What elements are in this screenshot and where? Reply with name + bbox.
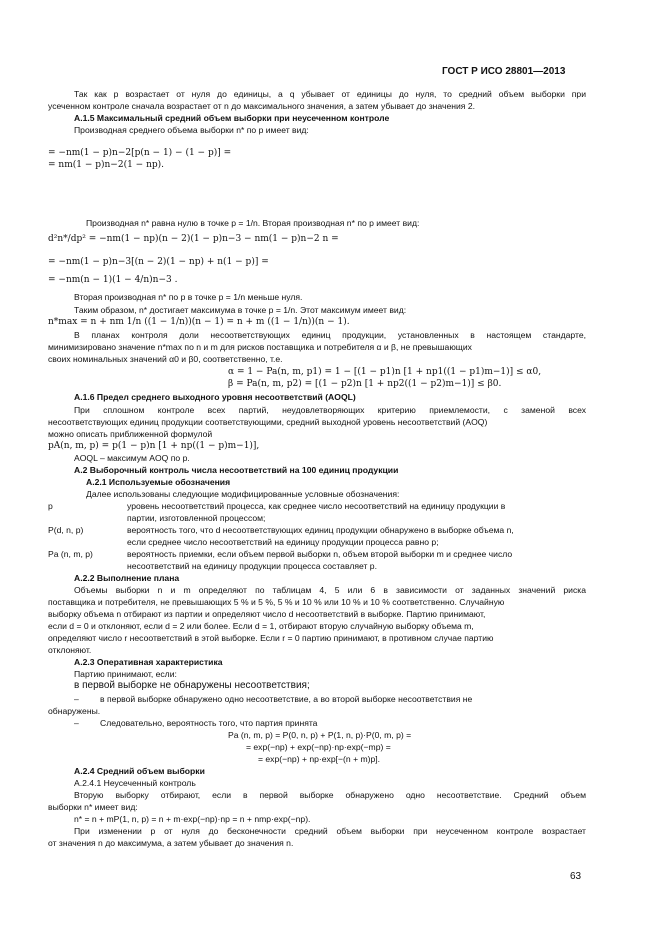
section-heading: A.2.3 Оперативная характеристика [74, 657, 223, 667]
text-line: Так как p возрастает от нуля до единицы, а q убывает от единицы до нуля, то средний объем выборки при [74, 89, 586, 99]
text-line: несоответствующих единиц продукции соответствующими, средний выходной уровень несоответствий (AOQ) [48, 417, 488, 427]
term-symbol: Pa (n, m, p) [48, 549, 93, 559]
term-symbol: p [48, 501, 53, 511]
text-line: если d = 0 и отклоняют, если d = 2 или более. Если d = 1, отбирают вторую случайную выборку объема m, [48, 621, 474, 631]
text-line: выборку объема n отбирают из партии и определяют число d несоответствий в выборке. Партию принимают, [48, 609, 486, 619]
formula-line: pA(n, m, p) = p(1 − p)n [1 + np((1 − p)m−1)], [48, 441, 260, 451]
formula-line: α = 1 − Pa(n, m, p1) = 1 − [(1 − p1)n [1 + np1((1 − p1)m−1)] ≤ α0, [228, 367, 542, 377]
text-line: Объемы выборки n и m определяют по таблицам 4, 5 или 6 в зависимости от заданных значений риска [74, 585, 586, 595]
text-line: определяют число r несоответствий в этой выборке. Если r = 0 партию принимают, в противном случае партию [48, 633, 494, 643]
term-definition: вероятность приемки, если объем первой выборки n, объем второй выборки m и среднее число [127, 549, 513, 559]
text-line: выборки n* имеет вид: [48, 802, 138, 812]
formula-line: n*max = n + nm 1/n ((1 − 1/n))(n − 1) = n + m ((1 − 1/n))(n − 1). [48, 317, 350, 327]
text-line: можно описать приближенной формулой [48, 429, 213, 439]
text-line: Производная n* равна нулю в точке p = 1/n. Вторая производная n* по p имеет вид: [86, 218, 420, 228]
text-line: от значения n до максимума, а затем убывает до значения n. [48, 838, 294, 848]
formula-line: = −nm(1 − p)n−2[p(n − 1) − (1 − p)] = [48, 148, 232, 158]
section-heading: A.2.2 Выполнение плана [74, 573, 180, 583]
formula-line: = −nm(1 − p)n−3[(n − 2)(1 − np) + n(1 − p)] = [48, 257, 269, 267]
term-definition: вероятность того, что d несоответствующих единиц продукции обнаружено в выборке объема n, [127, 525, 514, 535]
text-line: обнаружены. [48, 706, 101, 716]
formula-line: β = Pa(n, m, p2) = [(1 − p2)n [1 + np2((1 − p2)m−1)] ≤ β0. [228, 379, 502, 389]
formula-line: n* = n + mP(1, n, p) = n + m·exp(−np)·np = n + nmp·exp(−np). [74, 814, 311, 824]
list-dash: – [74, 718, 79, 728]
text-line: усеченном контроле сначала возрастает от n до максимального значения, а затем убывает до значения 2. [48, 101, 476, 111]
text-line: в первой выборке обнаружено одно несоответствие, а во второй выборке несоответствия не [100, 694, 473, 704]
formula-line: d²n*/dp² = −nm(1 − np)(n − 2)(1 − p)n−3 − nm(1 − p)n−2 n = [48, 234, 339, 244]
text-line: минимизировано значение n*max по n и m для рисков поставщика и потребителя α и β, не превышающих [48, 342, 472, 352]
term-definition: партии, изготовленной процессом; [127, 513, 266, 523]
document-header: ГОСТ Р ИСО 28801—2013 [442, 66, 566, 77]
formula-line: = exp(−np) + np·exp[−(n + m)p]. [258, 754, 381, 764]
formula-line: = −nm(n − 1)(1 − 4/n)n−3 . [48, 275, 178, 285]
section-heading: A.2 Выборочный контроль числа несоответствий на 100 единиц продукции [74, 465, 399, 475]
text-line: Таким образом, n* достигает максимума в точке p = 1/n. Этот максимум имеет вид: [74, 305, 407, 315]
section-heading: A.1.6 Предел среднего выходного уровня несоответствий (AOQL) [74, 392, 356, 402]
list-dash: – [74, 694, 79, 704]
text-line: своих номинальных значений α0 и β0, соответственно, т.е. [48, 354, 283, 364]
text-line: Вторую выборку отбирают, если в первой выборке обнаружено одно несоответствие. Средний объем [74, 790, 586, 800]
text-line: в первой выборке не обнаружены несоответствия; [74, 680, 310, 691]
formula-line: Pa (n, m, p) = P(0, n, p) + P(1, n, p)·P(0, m, p) = [228, 730, 412, 740]
text-line: поставщика и потребителя, не превышающих 5 % и 5 %, 5 % и 10 % или 10 % и 10 % соответственно. Случайную [48, 597, 505, 607]
term-symbol: P(d, n, p) [48, 525, 84, 535]
text-line: AOQL – максимум AOQ по p. [74, 453, 190, 463]
formula-line: = nm(1 − p)n−2(1 − np). [48, 160, 164, 170]
page-number: 63 [570, 871, 582, 882]
term-definition: уровень несоответствий процесса, как среднее число несоответствий на единицу продукции в [127, 501, 506, 511]
section-heading: A.2.4 Средний объем выборки [74, 766, 205, 776]
text-line: A.2.4.1 Неусеченный контроль [74, 778, 196, 788]
term-definition: несоответствий на единицу продукции процесса составляет p. [127, 561, 377, 571]
text-line: В планах контроля доли несоответствующих единиц продукции, установленных в настоящем стандарте, [74, 330, 586, 340]
text-line: Далее использованы следующие модифицированные условные обозначения: [86, 489, 400, 499]
text-line: При изменении p от нуля до бесконечности средний объем выборки при неусеченном контроле возрастает [74, 826, 586, 836]
text-line: Партию принимают, если: [74, 669, 177, 679]
text-line: Производная среднего объема выборки n* по p имеет вид: [74, 125, 309, 135]
section-heading: A.1.5 Максимальный средний объем выборки при неусеченном контроле [74, 113, 390, 123]
formula-line: = exp(−np) + exp(−np)·np·exp(−mp) = [246, 742, 391, 752]
section-heading: A.2.1 Используемые обозначения [86, 477, 231, 487]
term-definition: если среднее число несоответствий на единицу продукции процесса равно p; [127, 537, 439, 547]
text-line: Следовательно, вероятность того, что партия принята [100, 718, 318, 728]
text-line: При сплошном контроле всех партий, неудовлетворяющих критерию приемлемости, с заменой всех [74, 405, 586, 415]
text-line: отклоняют. [48, 645, 92, 655]
text-line: Вторая производная n* по p в точке p = 1/n меньше нуля. [74, 292, 303, 302]
